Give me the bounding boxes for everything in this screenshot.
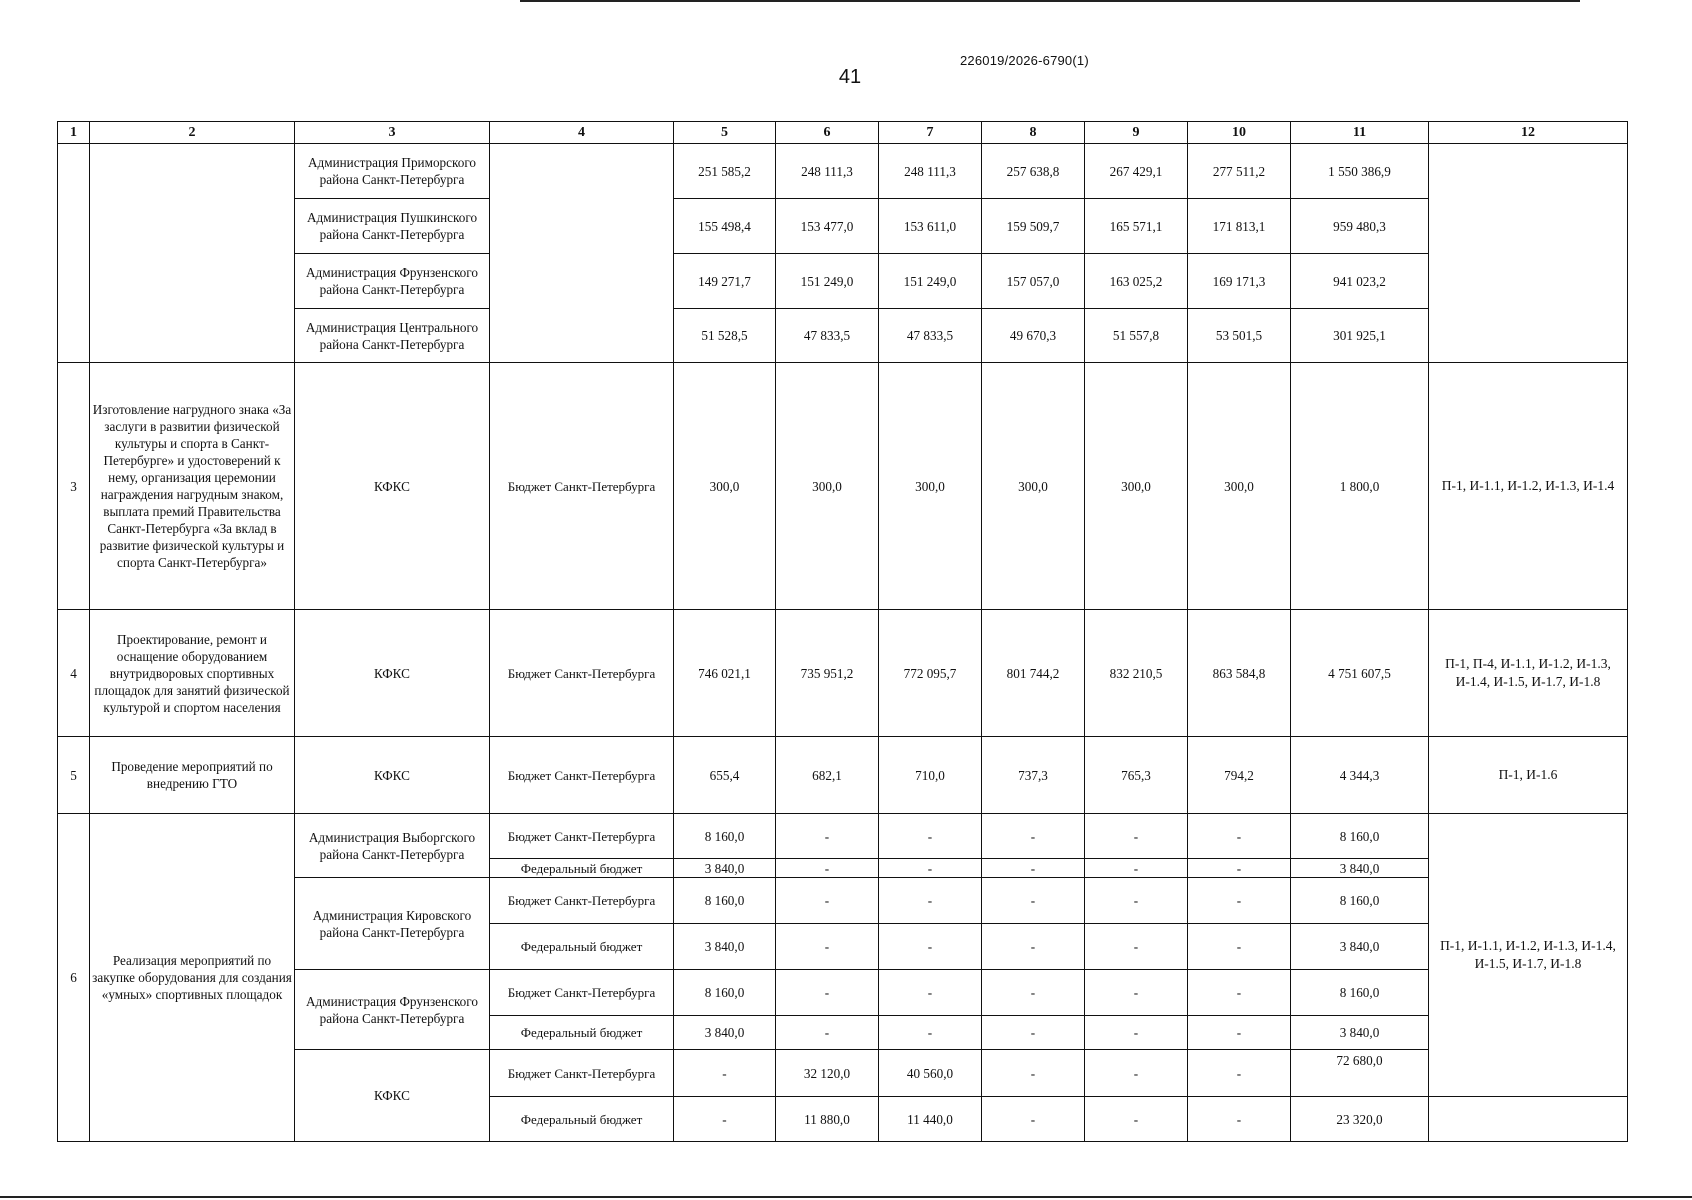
value-cell: - xyxy=(1188,1016,1291,1050)
value-cell: 251 585,2 xyxy=(674,144,776,199)
value-cell: - xyxy=(1085,859,1188,878)
value-cell: 3 840,0 xyxy=(674,924,776,970)
value-cell: - xyxy=(1085,1097,1188,1142)
value-cell: 682,1 xyxy=(776,737,879,814)
value-cell: - xyxy=(1188,970,1291,1016)
executor-cell: Администрация Фрунзенского района Санкт-Петербурга xyxy=(295,970,490,1050)
value-cell: 153 611,0 xyxy=(879,199,982,254)
indicator-codes-cell: П-1, И-1.6 xyxy=(1429,737,1628,814)
value-cell: 47 833,5 xyxy=(776,309,879,363)
header-cell: 8 xyxy=(982,122,1085,144)
value-cell: 300,0 xyxy=(982,363,1085,610)
header-cell: 12 xyxy=(1429,122,1628,144)
value-cell: 300,0 xyxy=(879,363,982,610)
indicator-codes-cell: П-1, И-1.1, И-1.2, И-1.3, И-1.4, И-1.5, И-1.7, И-1.8 xyxy=(1429,814,1628,1097)
value-cell: 8 160,0 xyxy=(674,878,776,924)
value-cell: 11 880,0 xyxy=(776,1097,879,1142)
value-cell: 737,3 xyxy=(982,737,1085,814)
header-cell: 5 xyxy=(674,122,776,144)
total-cell: 3 840,0 xyxy=(1291,1016,1429,1050)
value-cell: 49 670,3 xyxy=(982,309,1085,363)
value-cell: 149 271,7 xyxy=(674,254,776,309)
source-cell: Федеральный бюджет xyxy=(490,1016,674,1050)
value-cell: 153 477,0 xyxy=(776,199,879,254)
executor-cell: КФКС xyxy=(295,737,490,814)
value-cell: - xyxy=(879,814,982,859)
value-cell: - xyxy=(879,878,982,924)
value-cell: - xyxy=(1085,924,1188,970)
value-cell: 655,4 xyxy=(674,737,776,814)
total-cell: 8 160,0 xyxy=(1291,878,1429,924)
executor-cell: КФКС xyxy=(295,610,490,737)
value-cell: 801 744,2 xyxy=(982,610,1085,737)
executor-cell: Администрация Фрунзенского района Санкт-Петербурга xyxy=(295,254,490,309)
value-cell: - xyxy=(982,814,1085,859)
value-cell: 257 638,8 xyxy=(982,144,1085,199)
value-cell: - xyxy=(879,859,982,878)
executor-cell: КФКС xyxy=(295,363,490,610)
value-cell: - xyxy=(879,970,982,1016)
value-cell: - xyxy=(1085,1016,1188,1050)
value-cell: - xyxy=(1085,814,1188,859)
row-number-cell xyxy=(58,144,90,363)
total-cell: 301 925,1 xyxy=(1291,309,1429,363)
value-cell: 300,0 xyxy=(1188,363,1291,610)
table-row xyxy=(58,144,1628,199)
value-cell: - xyxy=(1188,924,1291,970)
executor-cell: Администрация Пушкинского района Санкт-Петербурга xyxy=(295,199,490,254)
value-cell: 863 584,8 xyxy=(1188,610,1291,737)
table-row xyxy=(58,814,1628,859)
value-cell: - xyxy=(982,859,1085,878)
value-cell: 8 160,0 xyxy=(674,814,776,859)
header-cell: 6 xyxy=(776,122,879,144)
value-cell: 51 557,8 xyxy=(1085,309,1188,363)
source-cell: Бюджет Санкт-Петербурга xyxy=(490,610,674,737)
row-number-cell: 3 xyxy=(58,363,90,610)
value-cell: 794,2 xyxy=(1188,737,1291,814)
activity-name-cell: Реализация мероприятий по закупке оборудования для создания «умных» спортивных площадок xyxy=(90,814,295,1142)
value-cell: - xyxy=(879,1016,982,1050)
value-cell: 32 120,0 xyxy=(776,1050,879,1097)
row-number-cell: 6 xyxy=(58,814,90,1142)
header-cell: 11 xyxy=(1291,122,1429,144)
source-cell: Федеральный бюджет xyxy=(490,859,674,878)
source-cell xyxy=(490,144,674,363)
value-cell: 267 429,1 xyxy=(1085,144,1188,199)
value-cell: 157 057,0 xyxy=(982,254,1085,309)
value-cell: - xyxy=(1188,1097,1291,1142)
value-cell: - xyxy=(776,1016,879,1050)
value-cell: - xyxy=(776,924,879,970)
value-cell: 163 025,2 xyxy=(1085,254,1188,309)
value-cell: 300,0 xyxy=(776,363,879,610)
total-cell: 3 840,0 xyxy=(1291,859,1429,878)
total-cell: 1 550 386,9 xyxy=(1291,144,1429,199)
value-cell: - xyxy=(982,1050,1085,1097)
program-activities-table xyxy=(57,121,1628,1142)
value-cell: 735 951,2 xyxy=(776,610,879,737)
activity-name-cell: Изготовление нагрудного знака «За заслуги в развитии физической культуры и спорта в Санкт-Петербурге» и удостоверений к нему, организация церемонии награждения нагрудным знаком, выплата премий Правительства Санкт-Петербурга «За вклад в развитие физической культуры и спорта Санкт-Петербурга» xyxy=(90,363,295,610)
table-header-row xyxy=(58,122,1628,144)
executor-cell: Администрация Выборгского района Санкт-Петербурга xyxy=(295,814,490,878)
total-cell: 4 751 607,5 xyxy=(1291,610,1429,737)
indicator-codes-cell: П-1, П-4, И-1.1, И-1.2, И-1.3, И-1.4, И-1.5, И-1.7, И-1.8 xyxy=(1429,610,1628,737)
source-cell: Бюджет Санкт-Петербурга xyxy=(490,814,674,859)
total-cell: 72 680,0 xyxy=(1291,1050,1429,1097)
value-cell: - xyxy=(1085,1050,1188,1097)
indicator-codes-cell: П-1, И-1.1, И-1.2, И-1.3, И-1.4 xyxy=(1429,363,1628,610)
page-number: 41 xyxy=(838,66,862,88)
executor-cell: КФКС xyxy=(295,1050,490,1142)
value-cell: 171 813,1 xyxy=(1188,199,1291,254)
total-cell: 941 023,2 xyxy=(1291,254,1429,309)
value-cell: 300,0 xyxy=(674,363,776,610)
total-cell: 1 800,0 xyxy=(1291,363,1429,610)
activity-name-cell xyxy=(90,144,295,363)
scan-edge-top xyxy=(520,0,1580,2)
value-cell: 772 095,7 xyxy=(879,610,982,737)
value-cell: 159 509,7 xyxy=(982,199,1085,254)
header-cell: 2 xyxy=(90,122,295,144)
source-cell: Бюджет Санкт-Петербурга xyxy=(490,363,674,610)
value-cell: 165 571,1 xyxy=(1085,199,1188,254)
header-cell: 3 xyxy=(295,122,490,144)
value-cell: - xyxy=(674,1097,776,1142)
value-cell: - xyxy=(1188,1050,1291,1097)
source-cell: Бюджет Санкт-Петербурга xyxy=(490,970,674,1016)
value-cell: 155 498,4 xyxy=(674,199,776,254)
table-row xyxy=(58,737,1628,814)
total-cell: 3 840,0 xyxy=(1291,924,1429,970)
value-cell: 300,0 xyxy=(1085,363,1188,610)
value-cell: 746 021,1 xyxy=(674,610,776,737)
row-number-cell: 5 xyxy=(58,737,90,814)
total-cell: 8 160,0 xyxy=(1291,970,1429,1016)
value-cell: 151 249,0 xyxy=(879,254,982,309)
header-cell: 10 xyxy=(1188,122,1291,144)
value-cell: 151 249,0 xyxy=(776,254,879,309)
value-cell: 765,3 xyxy=(1085,737,1188,814)
executor-cell: Администрация Кировского района Санкт-Петербурга xyxy=(295,878,490,970)
value-cell: - xyxy=(982,878,1085,924)
value-cell: - xyxy=(776,814,879,859)
document-registration-number: 226019/2026-6790(1) xyxy=(960,53,1089,68)
activity-name-cell: Проведение мероприятий по внедрению ГТО xyxy=(90,737,295,814)
value-cell: - xyxy=(1085,970,1188,1016)
value-cell: 3 840,0 xyxy=(674,859,776,878)
source-cell: Федеральный бюджет xyxy=(490,924,674,970)
value-cell: - xyxy=(776,970,879,1016)
value-cell: 832 210,5 xyxy=(1085,610,1188,737)
value-cell: 8 160,0 xyxy=(674,970,776,1016)
value-cell: 169 171,3 xyxy=(1188,254,1291,309)
source-cell: Бюджет Санкт-Петербурга xyxy=(490,878,674,924)
value-cell: - xyxy=(982,924,1085,970)
executor-cell: Администрация Приморского района Санкт-Петербурга xyxy=(295,144,490,199)
value-cell: 248 111,3 xyxy=(879,144,982,199)
header-cell: 7 xyxy=(879,122,982,144)
value-cell: - xyxy=(1188,859,1291,878)
indicator-codes-cell xyxy=(1429,144,1628,363)
value-cell: 3 840,0 xyxy=(674,1016,776,1050)
value-cell: - xyxy=(776,878,879,924)
total-cell: 8 160,0 xyxy=(1291,814,1429,859)
value-cell: 51 528,5 xyxy=(674,309,776,363)
header-cell: 4 xyxy=(490,122,674,144)
row-number-cell: 4 xyxy=(58,610,90,737)
source-cell: Федеральный бюджет xyxy=(490,1097,674,1142)
value-cell: 53 501,5 xyxy=(1188,309,1291,363)
value-cell: - xyxy=(879,924,982,970)
value-cell: 11 440,0 xyxy=(879,1097,982,1142)
header-cell: 9 xyxy=(1085,122,1188,144)
header-cell: 1 xyxy=(58,122,90,144)
executor-cell: Администрация Центрального района Санкт-Петербурга xyxy=(295,309,490,363)
table-row xyxy=(58,610,1628,737)
value-cell: - xyxy=(776,859,879,878)
value-cell: - xyxy=(982,1016,1085,1050)
value-cell: 248 111,3 xyxy=(776,144,879,199)
source-cell: Бюджет Санкт-Петербурга xyxy=(490,1050,674,1097)
value-cell: - xyxy=(1188,814,1291,859)
value-cell: - xyxy=(982,970,1085,1016)
total-cell: 959 480,3 xyxy=(1291,199,1429,254)
source-cell: Бюджет Санкт-Петербурга xyxy=(490,737,674,814)
total-cell: 4 344,3 xyxy=(1291,737,1429,814)
table-row xyxy=(58,363,1628,610)
activity-name-cell: Проектирование, ремонт и оснащение оборудованием внутридворовых спортивных площадок для занятий физической культурой и спортом населения xyxy=(90,610,295,737)
scan-edge-bottom xyxy=(0,1196,1692,1198)
value-cell: 47 833,5 xyxy=(879,309,982,363)
value-cell: 277 511,2 xyxy=(1188,144,1291,199)
value-cell: - xyxy=(1188,878,1291,924)
total-cell: 23 320,0 xyxy=(1291,1097,1429,1142)
value-cell: - xyxy=(982,1097,1085,1142)
indicator-codes-cell xyxy=(1429,1097,1628,1142)
value-cell: 710,0 xyxy=(879,737,982,814)
value-cell: 40 560,0 xyxy=(879,1050,982,1097)
value-cell: - xyxy=(674,1050,776,1097)
value-cell: - xyxy=(1085,878,1188,924)
